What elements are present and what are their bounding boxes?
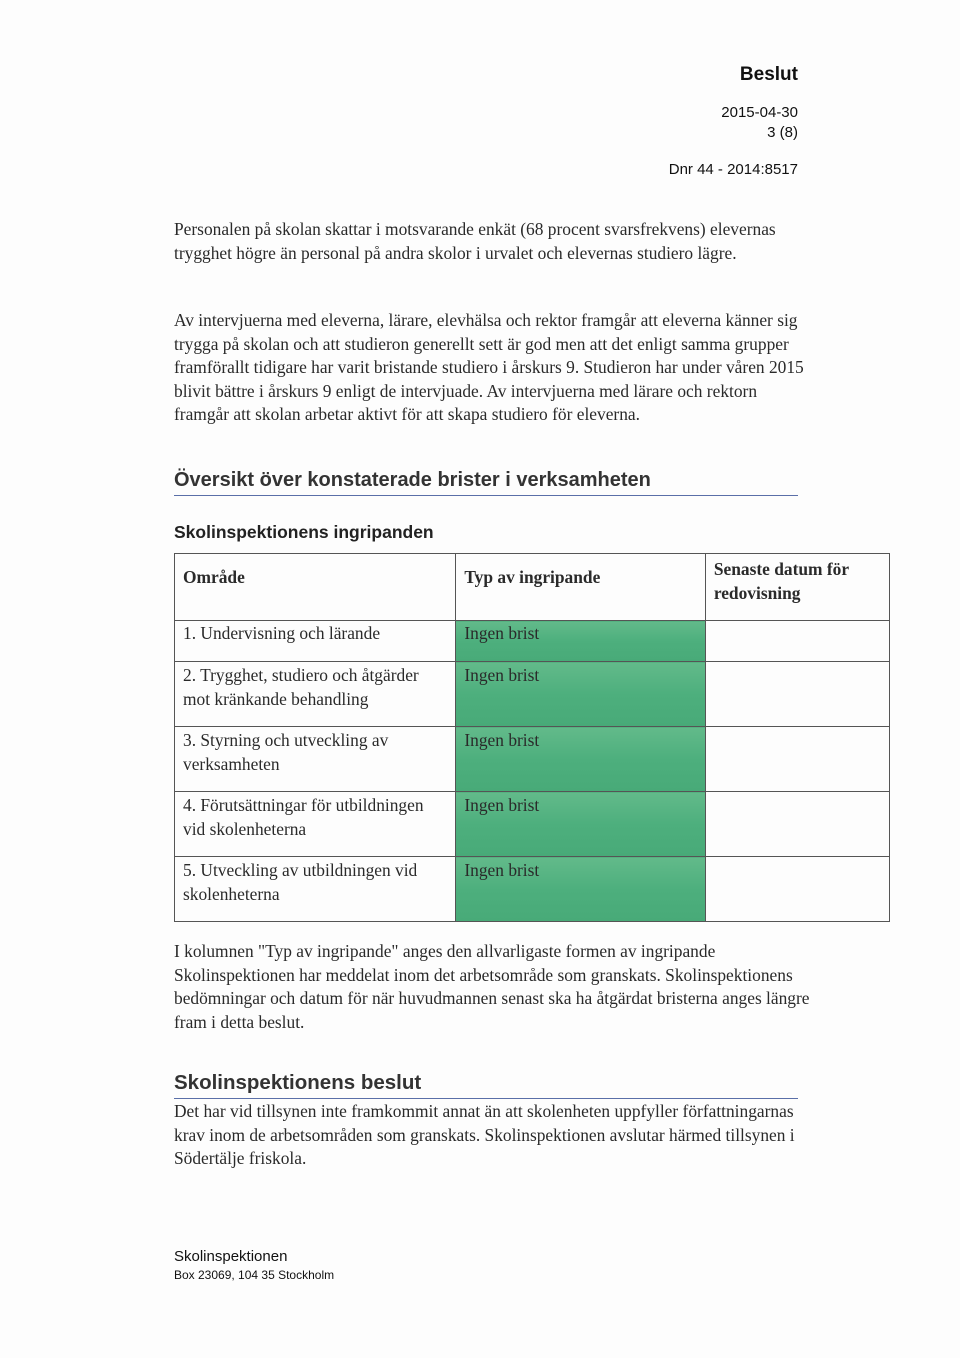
table-row xyxy=(175,857,890,922)
cell-date xyxy=(705,857,889,922)
decision-heading: Skolinspektionens beslut xyxy=(174,1071,798,1099)
table-row xyxy=(175,621,890,662)
cell-type: Ingen brist xyxy=(456,662,705,727)
interventions-heading: Skolinspektionens ingripanden xyxy=(174,522,434,542)
header-type: Typ av ingripande xyxy=(456,554,705,621)
document-type: Beslut xyxy=(739,64,798,85)
cell-date xyxy=(705,662,889,727)
cell-area: 5. Utveckling av utbildningen vid skolenheterna xyxy=(175,857,456,922)
table-row xyxy=(175,792,890,857)
cell-type: Ingen brist xyxy=(456,857,705,922)
paragraph-column-explanation: I kolumnen "Typ av ingripande" anges den allvarligaste formen av ingripande Skolinspektionen har meddelat inom det arbetsområde som granskats. Skolinspektionens bedömningar och datum för när huvudmannen senast ska ha åtgärdat bristerna anges längre fram i detta beslut. xyxy=(174,941,810,1032)
header-area: Område xyxy=(175,554,456,621)
cell-area: 4. Förutsättningar för utbildningen vid skolenheterna xyxy=(175,792,456,857)
cell-date xyxy=(705,621,889,662)
header-date: Senaste datum för redovisning xyxy=(705,554,889,621)
paragraph-decision: Det har vid tillsynen inte framkommit annat än att skolenheten uppfyller författningarnas krav inom de arbetsområden som granskats. Skolinspektionen avslutar härmed tillsynen i Södertälje friskola. xyxy=(174,1101,795,1169)
cell-area: 3. Styrning och utveckling av verksamheten xyxy=(175,727,456,792)
table-header-row xyxy=(175,554,890,621)
cell-area: 2. Trygghet, studiero och åtgärder mot kränkande behandling xyxy=(175,662,456,727)
document-date: 2015-04-30 xyxy=(721,104,798,121)
cell-date xyxy=(705,792,889,857)
footer-organization: Skolinspektionen xyxy=(174,1248,288,1265)
footer-address: Box 23069, 104 35 Stockholm xyxy=(174,1268,335,1282)
table-row xyxy=(175,662,890,727)
overview-heading: Översikt över konstaterade brister i verksamheten xyxy=(174,469,798,496)
registration-number: Dnr 44 - 2014:8517 xyxy=(668,161,798,178)
cell-type: Ingen brist xyxy=(456,621,705,662)
paragraph-interviews: Av intervjuerna med eleverna, lärare, elevhälsa och rektor framgår att eleverna känner sig trygga på skolan och att studieron generellt sett är god men att det enligt samma grupper framförallt tidigare har varit bristande studiero i årskurs 9. Studieron har under våren 2015 blivit bättre i årskurs 9 enligt de intervjuade. Av intervjuerna med lärare och rektorn framgår att skolan arbetar aktivt för att skapa studiero för eleverna. xyxy=(174,310,804,425)
cell-type: Ingen brist xyxy=(456,727,705,792)
page-number: 3 (8) xyxy=(767,124,798,141)
cell-type: Ingen brist xyxy=(456,792,705,857)
interventions-table xyxy=(174,553,890,922)
table-row xyxy=(175,727,890,792)
cell-area: 1. Undervisning och lärande xyxy=(175,621,456,662)
cell-date xyxy=(705,727,889,792)
paragraph-staff-survey: Personalen på skolan skattar i motsvarande enkät (68 procent svarsfrekvens) elevernas trygghet högre än personal på andra skolor i urvalet och elevernas studiero lägre. xyxy=(174,219,776,263)
